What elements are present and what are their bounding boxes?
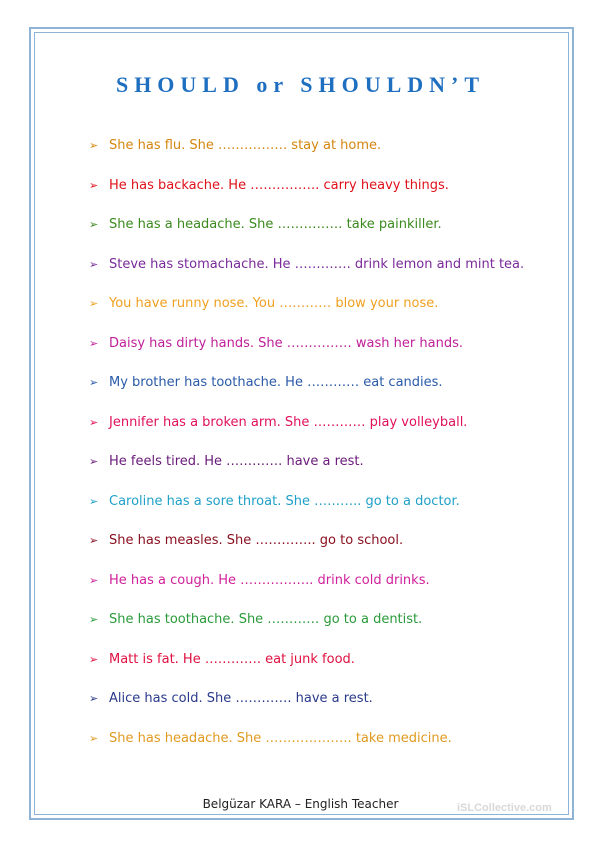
arrow-bullet-icon: ➢ [89,494,99,508]
arrow-bullet-icon: ➢ [89,336,99,350]
arrow-bullet-icon: ➢ [89,652,99,666]
exercise-sentence: She has flu. She ……………. stay at home. [109,138,382,153]
exercise-item [89,413,524,453]
arrow-bullet-icon: ➢ [89,178,99,192]
exercise-item [89,452,524,492]
exercise-item [89,176,524,216]
exercise-item [89,492,524,532]
exercise-item [89,255,524,295]
arrow-bullet-icon: ➢ [89,573,99,587]
arrow-bullet-icon: ➢ [89,218,99,231]
arrow-bullet-icon: ➢ [89,376,99,389]
exercise-list [89,136,524,768]
exercise-sentence: He has a cough. He …………….. drink cold drinks. [109,572,430,588]
exercise-sentence: My brother has toothache. He ………… eat candies. [109,375,443,390]
exercise-sentence: Jennifer has a broken arm. She ………… play volleyball. [109,414,468,430]
arrow-bullet-icon: ➢ [89,257,99,271]
arrow-bullet-icon: ➢ [89,613,99,626]
exercise-sentence: She has headache. She ……………….. take medicine. [109,730,452,746]
exercise-sentence: She has toothache. She ………… go to a dentist. [109,612,423,627]
exercise-sentence: Alice has cold. She …………. have a rest. [109,691,373,706]
exercise-sentence: Steve has stomachache. He …………. drink lemon and mint tea. [109,256,525,272]
worksheet-title: SHOULD or SHOULDN’T [115,72,486,97]
site-watermark: iSLCollective.com [457,802,552,814]
arrow-bullet-icon: ➢ [89,731,99,745]
exercise-item [89,215,524,255]
exercise-item [89,136,524,176]
exercise-item [89,571,524,611]
exercise-item [89,650,524,690]
exercise-item [89,373,524,413]
exercise-sentence: He feels tired. He …………. have a rest. [109,454,364,469]
arrow-bullet-icon: ➢ [89,415,99,429]
exercise-sentence: He has backache. He ……………. carry heavy things. [109,177,449,193]
exercise-sentence: Matt is fat. He …………. eat junk food. [109,651,355,667]
exercise-item [89,729,524,769]
arrow-bullet-icon: ➢ [89,297,99,310]
arrow-bullet-icon: ➢ [89,455,99,468]
exercise-sentence: Daisy has dirty hands. She …………… wash her hands. [109,335,463,351]
exercise-item [89,689,524,729]
exercise-item [89,531,524,571]
exercise-sentence: She has measles. She ………….. go to school. [109,533,404,548]
arrow-bullet-icon: ➢ [89,692,99,705]
exercise-sentence: She has a headache. She …………… take painkiller. [109,217,442,232]
exercise-sentence: Caroline has a sore throat. She ……….. go to a doctor. [109,493,460,509]
exercise-item [89,294,524,334]
exercise-sentence: You have runny nose. You ………… blow your nose. [109,296,439,311]
arrow-bullet-icon: ➢ [89,534,99,547]
exercise-item [89,610,524,650]
exercise-item [89,334,524,374]
author-credit: Belgüzar KARA – English Teacher [202,797,399,811]
arrow-bullet-icon: ➢ [89,139,99,152]
